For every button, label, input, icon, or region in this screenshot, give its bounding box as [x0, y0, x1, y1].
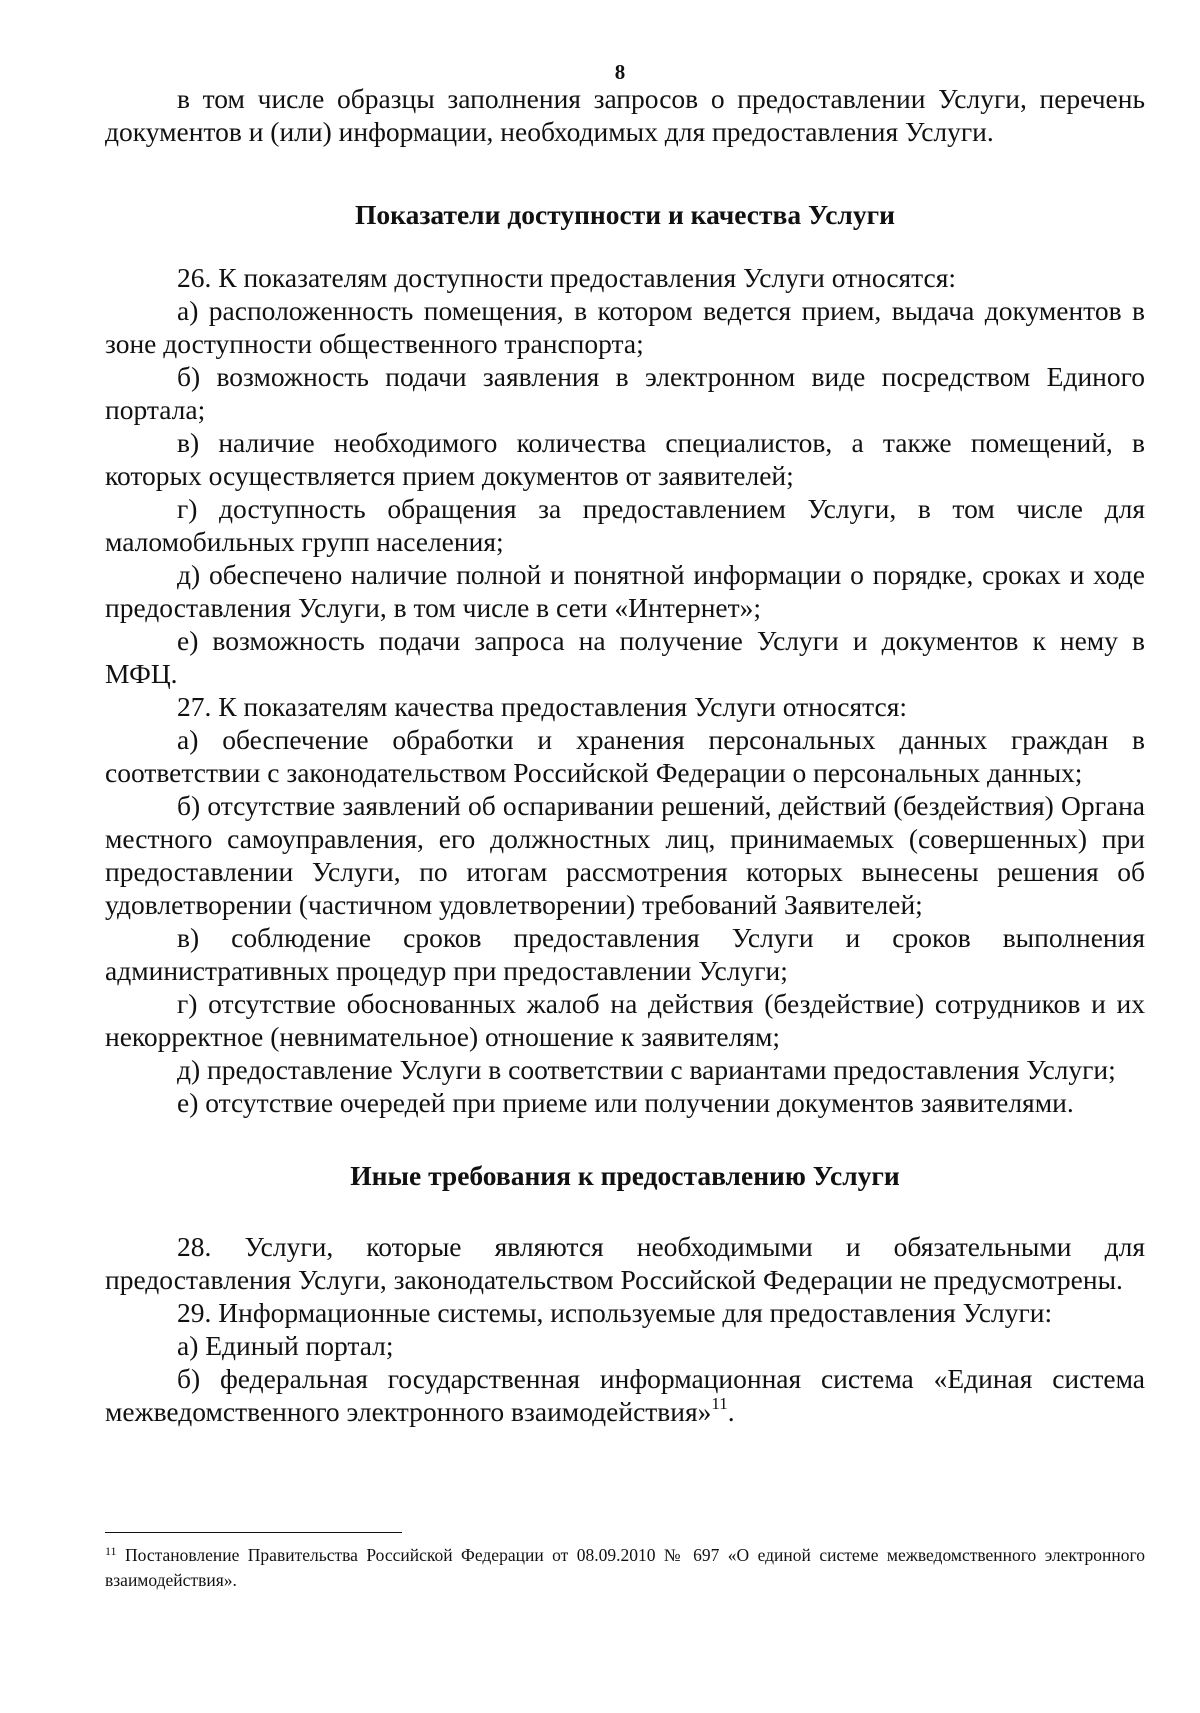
clause-26-lead: 26. К показателям доступности предоставления Услуги относятся:: [177, 262, 957, 293]
page-body: [105, 82, 1145, 1428]
clause-27-item-b: б) отсутствие заявлений об оспаривании решений, действий (бездействия) Органа местного самоуправления, его должностных лиц, принимаемых (совершенных) при предоставлении Услуги, по итогам рассмотрения которых вынесены решения об удовлетворении (частичном удовлетворении) требований Заявителей;: [105, 790, 1145, 920]
clause-27-item-g: г) отсутствие обоснованных жалоб на действия (бездействие) сотрудников и их некорректное (невнимательное) отношение к заявителям;: [105, 988, 1145, 1052]
clause-29-lead: 29. Информационные системы, используемые для предоставления Услуги:: [177, 1297, 1053, 1328]
clause-27-item-e: е) отсутствие очередей при приеме или получении документов заявителями.: [177, 1087, 1074, 1118]
clause-29-item-b: [105, 1362, 1145, 1428]
clause-29-item-a: а) Единый портал;: [177, 1330, 394, 1361]
clause-26-item-v: в) наличие необходимого количества специалистов, а также помещений, в которых осуществляется прием документов от заявителей;: [105, 427, 1145, 491]
clause-26-item-d: д) обеспечено наличие полной и понятной информации о порядке, сроках и ходе предоставления Услуги, в том числе в сети «Интернет»;: [105, 559, 1145, 623]
footnote-reference[interactable]: 11: [711, 1394, 728, 1413]
clause-26-item-g: г) доступность обращения за предоставлением Услуги, в том числе для маломобильных групп населения;: [105, 493, 1145, 557]
clause-29-item-b-end: .: [727, 1396, 735, 1427]
clause-29-item-b-text: б) федеральная государственная информационная система «Единая система межведомственного электронного взаимодействия»: [105, 1363, 1145, 1427]
clause-27-item-a: а) обеспечение обработки и хранения персональных данных граждан в соответствии с законодательством Российской Федерации о персональных данных;: [105, 724, 1145, 788]
clause-28: 28. Услуги, которые являются необходимыми и обязательными для предоставления Услуги, законодательством Российской Федерации не предусмотрены.: [105, 1231, 1145, 1295]
clause-27-item-v: в) соблюдение сроков предоставления Услуги и сроков выполнения административных процедур при предоставлении Услуги;: [105, 922, 1145, 986]
footnote-text: Постановление Правительства Российской Федерации от 08.09.2010 № 697 «О единой системе межведомственного электронного взаимодействия».: [105, 1545, 1145, 1590]
clause-27-lead: 27. К показателям качества предоставления Услуги относятся:: [177, 691, 907, 722]
page-number: 8: [614, 60, 626, 84]
clause-26-item-a: а) расположенность помещения, в котором ведется прием, выдача документов в зоне доступности общественного транспорта;: [105, 295, 1145, 359]
footnote-marker: 11: [105, 1544, 117, 1558]
clause-27-item-d: д) предоставление Услуги в соответствии с вариантами предоставления Услуги;: [177, 1054, 1116, 1085]
section-heading-accessibility: Показатели доступности и качества Услуги: [355, 199, 895, 230]
intro-paragraph: в том числе образцы заполнения запросов о предоставлении Услуги, перечень документов и (или) информации, необходимых для предоставления Услуги.: [105, 83, 1145, 147]
footnote: [105, 1543, 1145, 1593]
clause-26-item-e: е) возможность подачи запроса на получение Услуги и документов к нему в МФЦ.: [105, 625, 1145, 689]
footnote-divider: [105, 1532, 402, 1533]
section-heading-other-requirements: Иные требования к предоставлению Услуги: [350, 1160, 900, 1191]
clause-26-item-b: б) возможность подачи заявления в электронном виде посредством Единого портала;: [105, 361, 1145, 425]
